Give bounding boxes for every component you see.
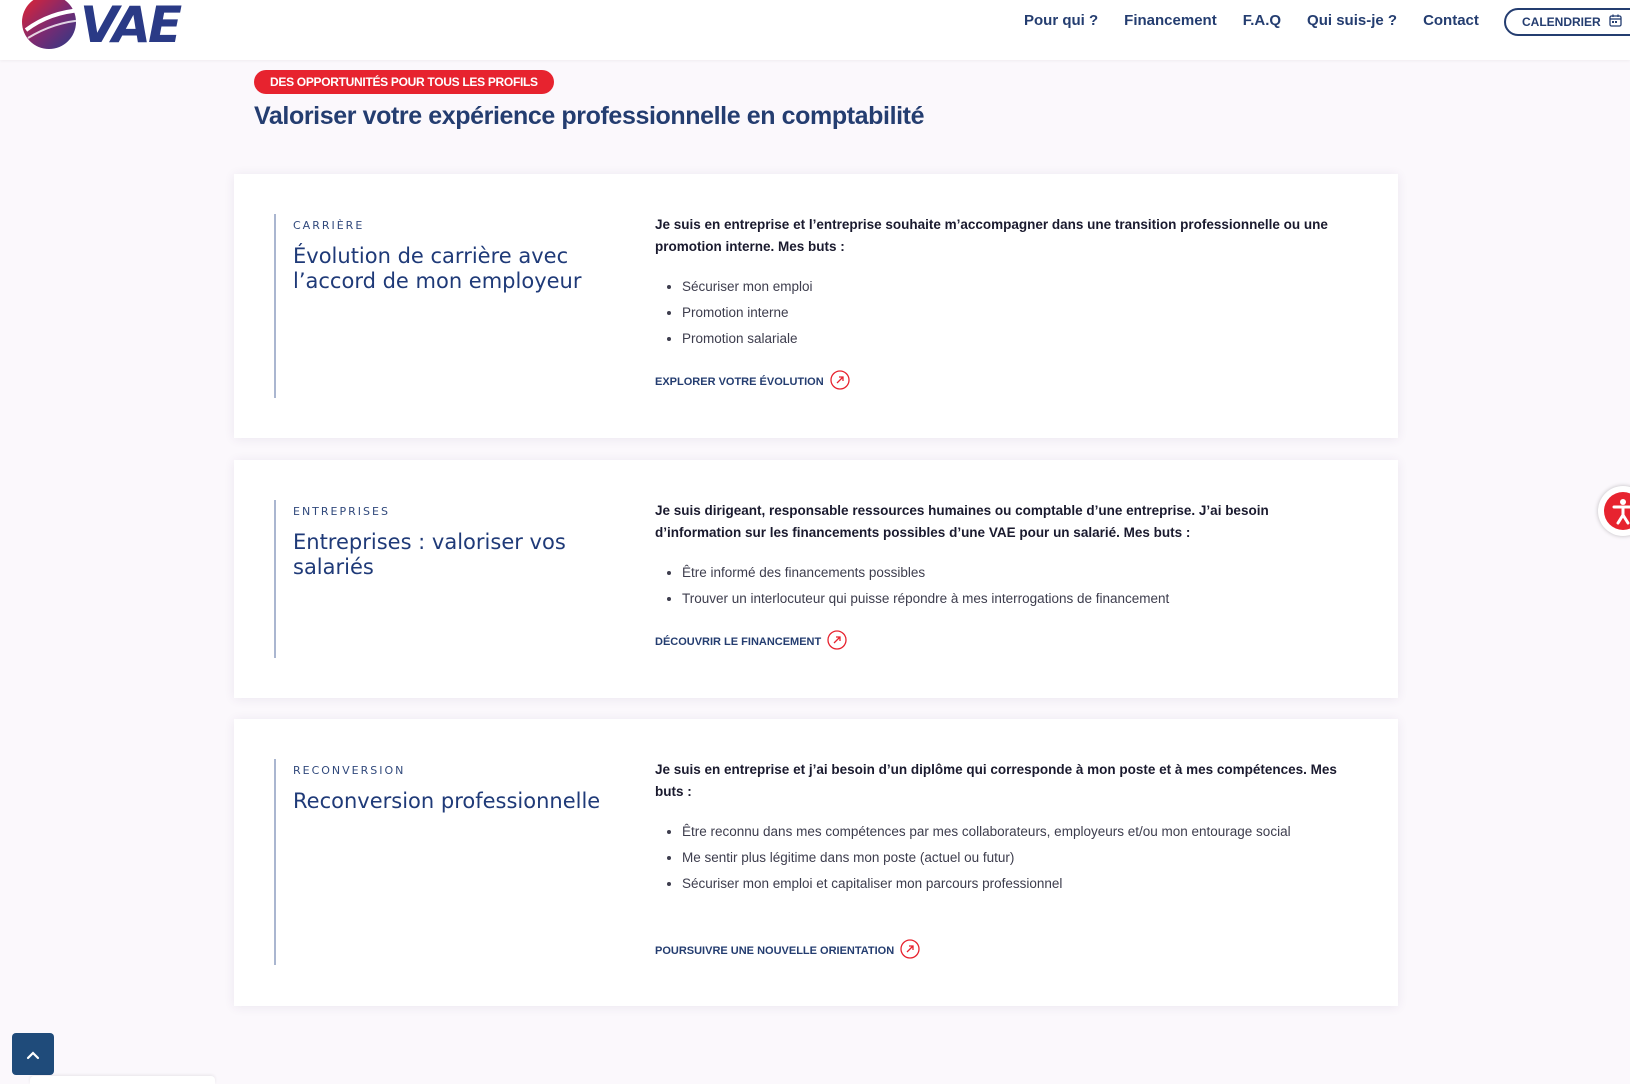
link-label: POURSUIVRE UNE NOUVELLE ORIENTATION: [655, 944, 895, 957]
card-title: Évolution de carrière avec l’accord de mon employeur: [293, 244, 582, 293]
discover-financing-link[interactable]: [655, 630, 847, 653]
nav-pour-qui[interactable]: Pour qui ?: [1024, 12, 1099, 29]
calendar-button-label: CALENDRIER: [1522, 15, 1601, 29]
site-logo[interactable]: [20, 0, 185, 52]
accessibility-icon: [1604, 492, 1630, 530]
card-divider: [274, 500, 276, 658]
main-nav: [1024, 12, 1505, 29]
logo-text: VAE: [80, 0, 180, 54]
profiles-badge: DES OPPORTUNITÉS POUR TOUS LES PROFILS: [254, 70, 554, 94]
card-intro: Je suis en entreprise et j’ai besoin d’un diplôme qui corresponde à mon poste et à mes compétences. Mes buts :: [655, 762, 1337, 799]
link-label: DÉCOUVRIR LE FINANCEMENT: [655, 635, 822, 648]
list-item: • Être informé des financements possibles: [682, 562, 1322, 584]
arrow-up-right-icon: [827, 630, 847, 653]
list-item: • Promotion interne: [682, 302, 1322, 324]
list-item: • Sécuriser mon emploi: [682, 276, 1322, 298]
arrow-up-right-icon: [830, 370, 850, 393]
arrow-up-right-icon: [900, 939, 920, 962]
card-reconversion: [234, 719, 1398, 1006]
list-item: • Trouver un interlocuteur qui puisse répondre à mes interrogations de financement: [682, 588, 1322, 610]
card-eyebrow: RECONVERSION: [293, 764, 406, 777]
nav-qui-suis-je[interactable]: Qui suis-je ?: [1307, 12, 1398, 29]
card-goals-list: [655, 821, 1322, 899]
top-navbar: [0, 0, 1630, 60]
list-item: • Être reconnu dans mes compétences par mes collaborateurs, employeurs et/ou mon entourage social: [682, 821, 1322, 843]
card-goals-list: [655, 562, 1322, 614]
calendar-button[interactable]: [1504, 8, 1630, 36]
card-divider: [274, 759, 276, 965]
list-item: • Promotion salariale: [682, 328, 1322, 350]
card-divider: [274, 214, 276, 398]
card-intro: Je suis dirigeant, responsable ressources humaines ou comptable d’une entreprise. J’ai besoin d’information sur les financements possibles d’une VAE pour un salarié. Mes buts :: [655, 503, 1269, 540]
card-title: Reconversion professionnelle: [293, 789, 601, 813]
card-intro: Je suis en entreprise et l’entreprise souhaite m’accompagner dans une transition professionnelle ou une promotion interne. Mes buts :: [655, 217, 1328, 254]
card-eyebrow: CARRIÈRE: [293, 219, 365, 232]
card-goals-list: [655, 276, 1322, 354]
nav-contact[interactable]: Contact: [1423, 12, 1479, 29]
list-item: • Sécuriser mon emploi et capitaliser mon parcours professionnel: [682, 873, 1322, 895]
nav-faq[interactable]: F.A.Q: [1242, 12, 1282, 29]
bottom-widget-edge: [30, 1076, 215, 1084]
card-carriere: [234, 174, 1398, 438]
list-item: • Me sentir plus légitime dans mon poste (actuel ou futur): [682, 847, 1322, 869]
calendar-icon: [1609, 14, 1622, 30]
page-title: Valoriser votre expérience professionnelle en comptabilité: [254, 102, 925, 130]
card-title: Entreprises : valoriser vos salariés: [293, 530, 566, 579]
card-entreprises: [234, 460, 1398, 698]
new-orientation-link[interactable]: [655, 939, 920, 962]
card-eyebrow: ENTREPRISES: [293, 505, 390, 518]
explore-evolution-link[interactable]: [655, 370, 850, 393]
chevron-up-icon: [26, 1045, 40, 1064]
scroll-to-top-button[interactable]: [12, 1033, 54, 1075]
accessibility-button[interactable]: [1598, 486, 1630, 536]
nav-financement[interactable]: Financement: [1124, 12, 1217, 29]
link-label: EXPLORER VOTRE ÉVOLUTION: [655, 375, 824, 388]
